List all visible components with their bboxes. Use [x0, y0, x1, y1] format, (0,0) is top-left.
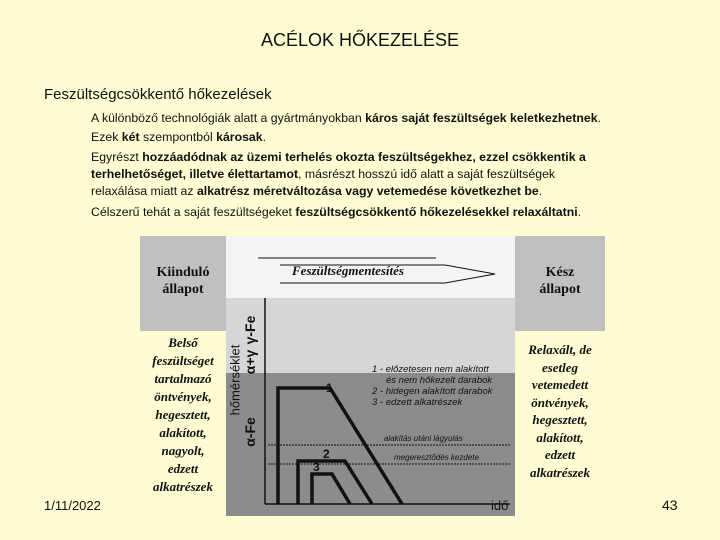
legend-3: 3 - edzett alkatrészek — [372, 397, 463, 408]
right-body-line: öntvények, — [531, 394, 589, 410]
right-body-line: alkatrészek — [530, 464, 590, 480]
left-header-line-1: Kiinduló — [156, 265, 210, 280]
x-axis-label: idő — [491, 498, 509, 513]
right-body-line: Relaxált, de — [528, 342, 592, 357]
paragraph-2 — [91, 129, 691, 146]
right-header-line-2: állapot — [539, 282, 581, 297]
paragraph-1 — [91, 110, 691, 127]
legend-1b: és nem hőkezelt darabok — [386, 375, 493, 386]
paragraph-3 — [91, 149, 691, 200]
left-body-line: nagyolt, — [161, 443, 205, 458]
right-body-line: edzett — [544, 447, 576, 462]
right-body-line: alakított, — [536, 429, 584, 445]
right-header-line-1: Kész — [545, 265, 575, 280]
p1-text-a: A különböző technológiák alatt a gyártmányokban — [91, 111, 366, 125]
right-body-line: hegesztett, — [532, 412, 588, 427]
p3-text-g: . — [538, 184, 543, 198]
p3-text-e: relaxálása miatt az — [91, 184, 197, 198]
p4-bold-b: feszültségcsökkentő hőkezelésekkel relaxáltatni — [295, 205, 578, 219]
alpha-phase-label: α-Fe — [242, 417, 258, 447]
slide-title: ACÉLOK HŐKEZELÉSE — [260, 30, 460, 50]
left-header-label — [140, 264, 226, 298]
p1-bold-b: káros saját feszültségek keletkezhetnek — [365, 111, 598, 125]
left-body-line: feszültséget — [152, 353, 214, 368]
y-axis-label: hőmérséklet — [227, 344, 243, 416]
paragraph-4 — [91, 204, 691, 221]
section-subtitle: Feszültségcsökkentő hőkezelések — [44, 86, 272, 103]
right-body-line: esetleg — [541, 359, 579, 375]
gamma-phase-label: γ-Fe — [242, 315, 258, 345]
left-body-line: alakított, — [159, 425, 207, 440]
legend-2: 2 - hidegen alakított darabok — [372, 386, 493, 397]
curve-1-label: 1 — [326, 381, 333, 395]
p2-text-e: . — [262, 130, 267, 144]
right-body-line: vetemedett — [531, 377, 589, 392]
left-body-line: edzett — [167, 461, 199, 476]
left-body-line: Belső — [168, 335, 198, 350]
p2-text-c: szempontból — [139, 130, 217, 144]
left-body-line: öntvények, — [154, 389, 212, 404]
plot-top-region — [226, 298, 515, 373]
left-header-line-2: állapot — [162, 282, 204, 297]
p3-bold-b: hozzáadódnak az üzemi terhelés okozta feszültségekhez, ezzel csökkentik a — [142, 150, 586, 164]
p4-text-c: . — [577, 205, 582, 219]
plot-legend — [372, 364, 492, 408]
annotation-2-label: megeresztődés kezdete — [394, 453, 479, 462]
curve-2-label: 2 — [323, 447, 330, 461]
p3-bold-f: alkatrész méretváltozása vagy vetemedése következhet be — [196, 184, 539, 198]
slide-date: 1/11/2022 — [44, 498, 101, 513]
p1-text-c: . — [597, 111, 601, 125]
p2-bold-d: károsak — [216, 130, 263, 144]
p4-text-a: Célszerű tehát a saját feszültségeket — [91, 205, 296, 219]
p3-bold-c: terhelhetőséget, illetve élettartamot — [91, 167, 299, 181]
p3-text-d: , másrészt hosszú idő alatt a saját feszültségek — [298, 167, 556, 181]
p2-text-a: Ezek — [91, 130, 122, 144]
left-body-line: hegesztett, — [155, 407, 211, 422]
left-body-line: tartalmazó — [154, 371, 212, 386]
left-body-text — [140, 334, 226, 496]
left-body-line: alkatrészek — [153, 479, 213, 494]
annotation-1-label: alakítás utáni lágyulás — [384, 434, 463, 443]
arrow-label: Feszültségmentesítés — [292, 263, 404, 278]
right-header-label — [515, 264, 605, 298]
curve-3-label: 3 — [313, 460, 320, 474]
legend-1a: 1 - előzetesen nem alakított — [372, 364, 489, 375]
alpha-gamma-phase-label: α+γ — [242, 349, 258, 375]
p3-text-a: Egyrészt — [91, 150, 143, 164]
slide-page-number: 43 — [662, 497, 678, 513]
p2-bold-b: két — [121, 130, 140, 144]
right-body-text — [515, 341, 605, 481]
